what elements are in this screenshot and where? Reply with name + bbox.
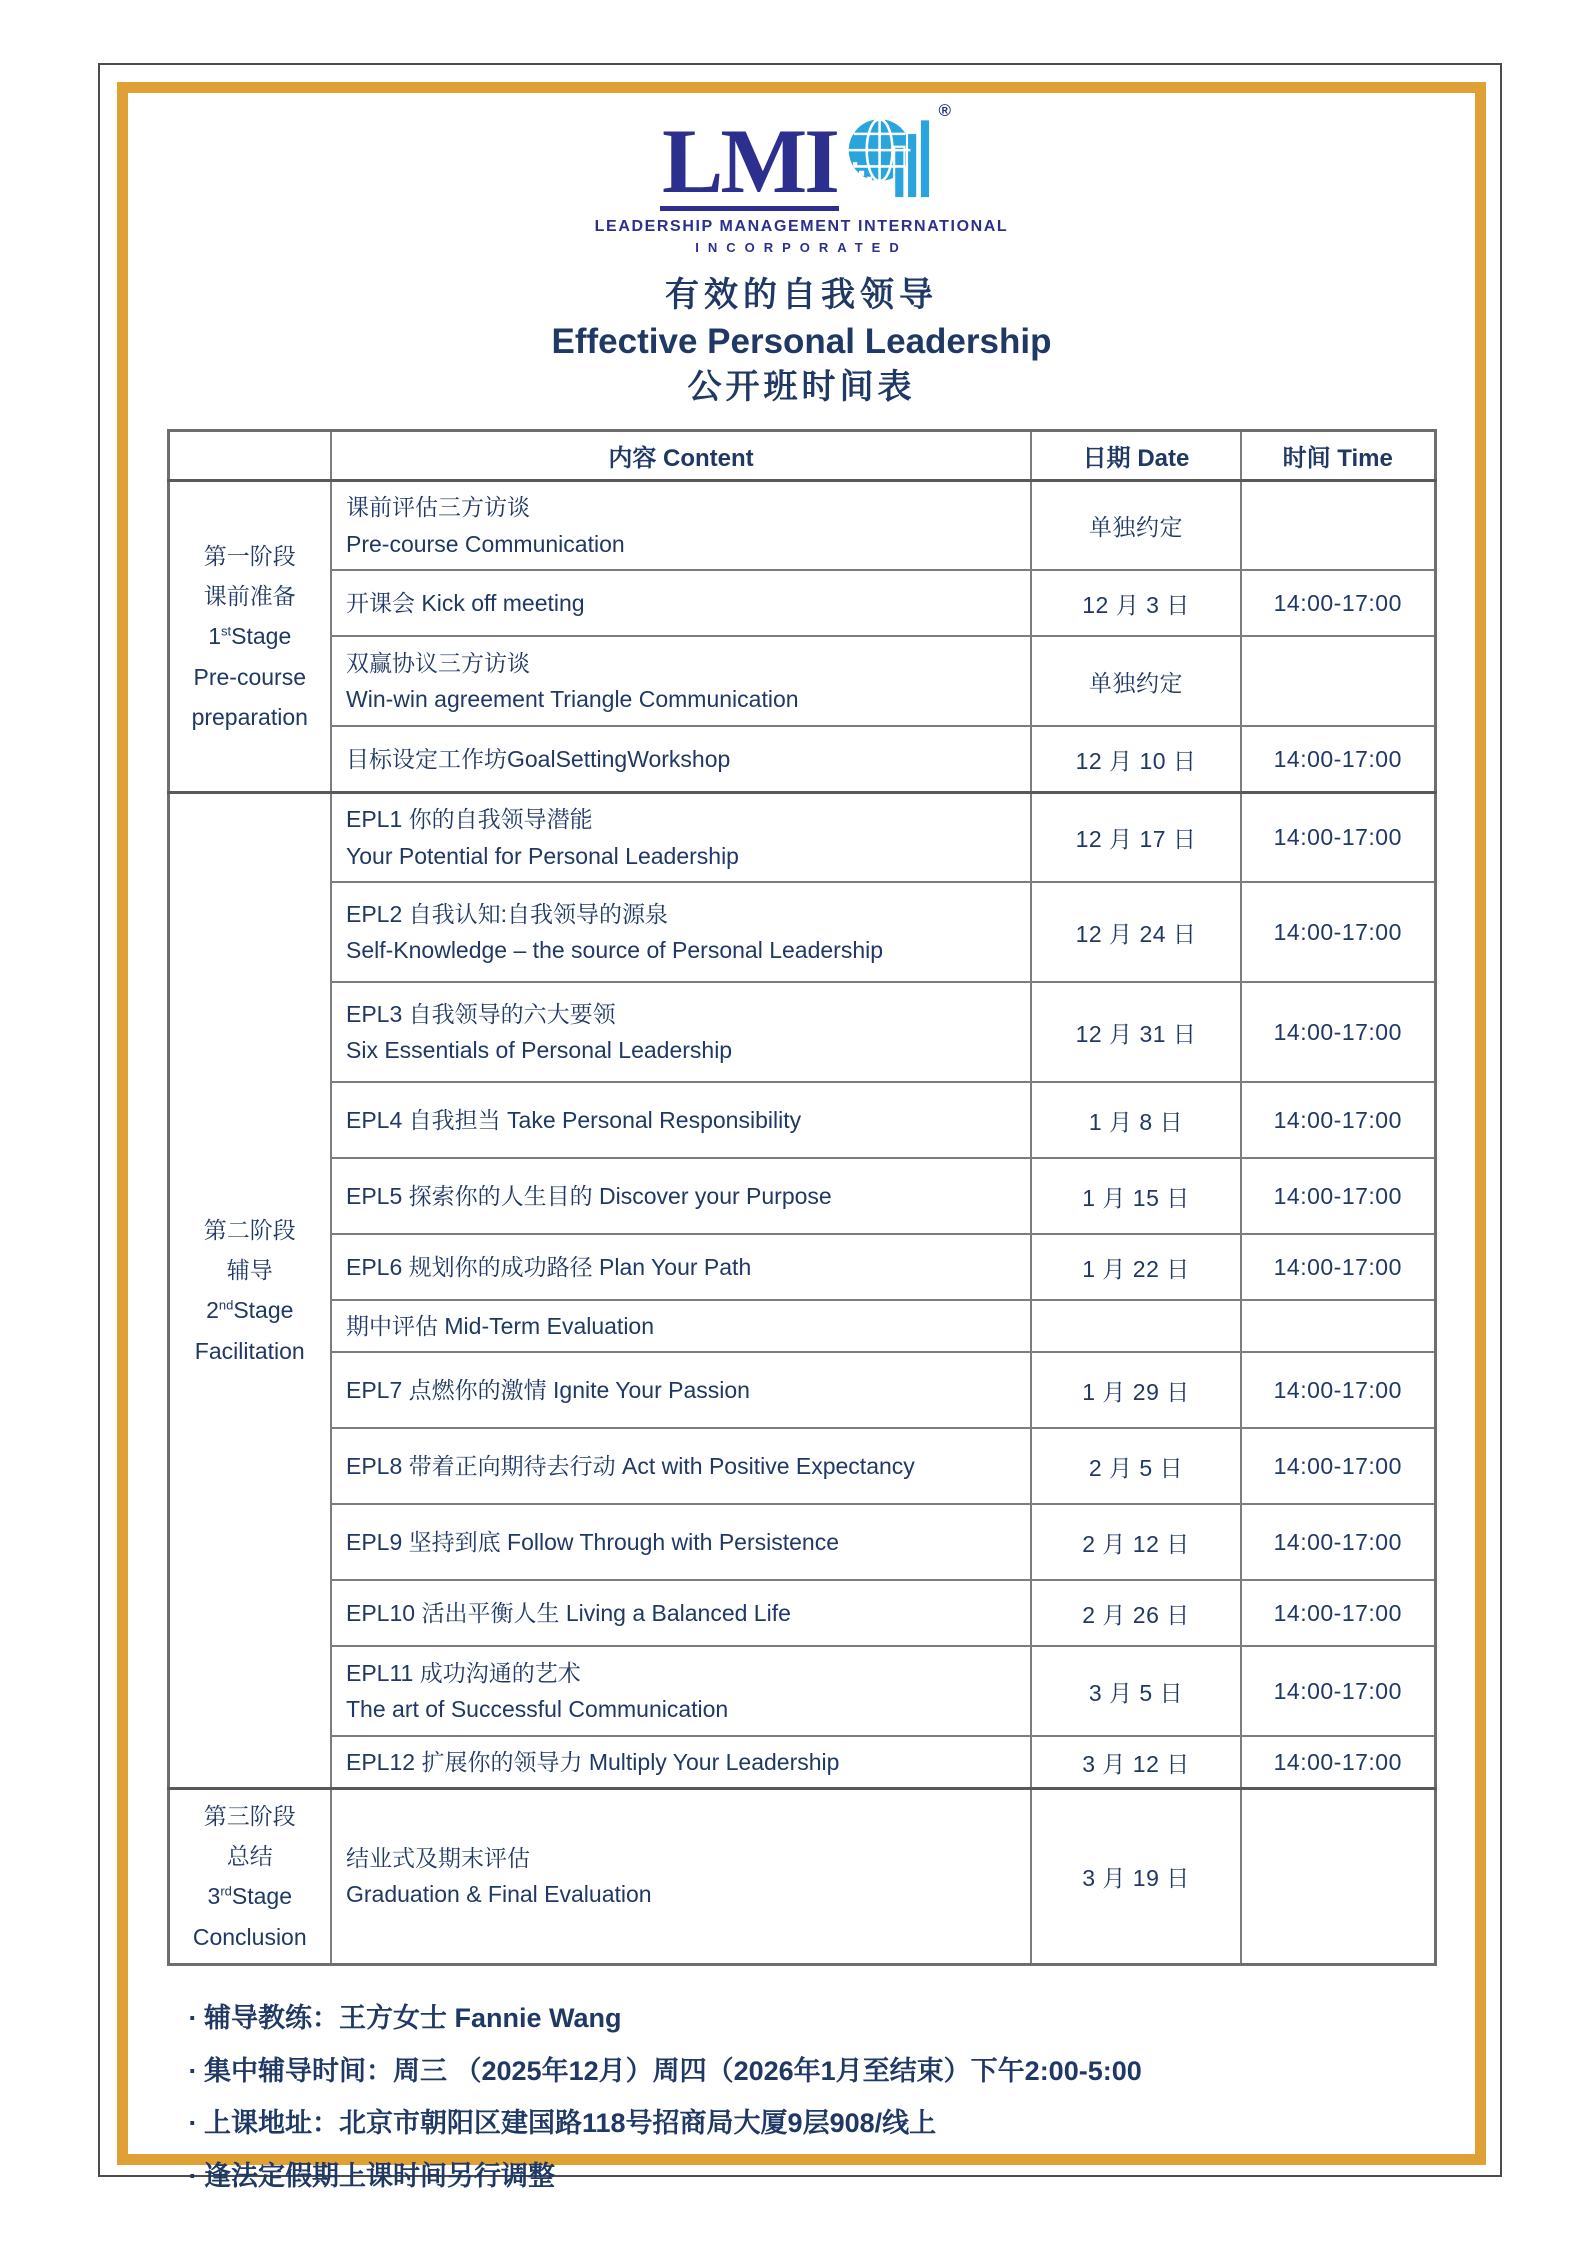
date-cell: 3 月 5 日 xyxy=(1031,1646,1241,1736)
note-text: 辅导教练：王方女士 Fannie Wang xyxy=(204,2002,622,2033)
stage-cell xyxy=(168,1788,331,1964)
table-row xyxy=(168,480,1435,570)
header-row xyxy=(168,430,1435,480)
date-cell: 1 月 15 日 xyxy=(1031,1158,1241,1234)
date-cell: 2 月 26 日 xyxy=(1031,1580,1241,1646)
table-row xyxy=(168,1234,1435,1300)
title-chinese: 有效的自我领导 xyxy=(664,276,938,314)
note-line xyxy=(182,2150,1435,2203)
content-cell xyxy=(331,1300,1031,1352)
stage-label-en: preparation xyxy=(191,703,308,730)
stage-label-ordinal: 1stStage xyxy=(208,623,292,650)
content-line1: EPL4 自我担当 Take Personal Responsibility xyxy=(346,1107,802,1134)
content-cell xyxy=(331,982,1031,1082)
note-line xyxy=(182,2045,1435,2098)
content-line1: 期中评估 Mid-Term Evaluation xyxy=(346,1313,655,1340)
table-row xyxy=(168,1300,1435,1352)
time-cell: 14:00-17:00 xyxy=(1241,1580,1435,1646)
title-subtitle: 公开班时间表 xyxy=(687,368,916,407)
date-cell: 1 月 22 日 xyxy=(1031,1234,1241,1300)
content-line1: EPL9 坚持到底 Follow Through with Persistence xyxy=(346,1529,839,1556)
content-line2: Your Potential for Personal Leadership xyxy=(346,842,739,869)
table-row xyxy=(168,1736,1435,1788)
date-cell: 单独约定 xyxy=(1031,480,1241,570)
time-cell xyxy=(1241,636,1435,726)
time-cell xyxy=(1241,1788,1435,1964)
content-line1: EPL3 自我领导的六大要领 xyxy=(346,1000,616,1027)
table-row xyxy=(168,1082,1435,1158)
registered-mark: ® xyxy=(938,101,951,120)
stage-label-en: Conclusion xyxy=(192,1923,307,1950)
titles xyxy=(552,273,1052,411)
time-cell: 14:00-17:00 xyxy=(1241,1234,1435,1300)
stage-label-zh: 辅导 xyxy=(226,1257,273,1284)
content-line1: EPL6 规划你的成功路径 Plan Your Path xyxy=(346,1254,752,1281)
time-cell: 14:00-17:00 xyxy=(1241,1082,1435,1158)
time-cell: 14:00-17:00 xyxy=(1241,1428,1435,1504)
content-line2: Self-Knowledge – the source of Personal Leadership xyxy=(346,937,884,964)
content-cell xyxy=(331,636,1031,726)
content-line2: Win-win agreement Triangle Communication xyxy=(346,686,799,713)
time-cell: 14:00-17:00 xyxy=(1241,570,1435,636)
content-cell xyxy=(331,1504,1031,1580)
table-row xyxy=(168,570,1435,636)
content-line1: 课前评估三方访谈 xyxy=(346,493,530,520)
content-cell xyxy=(331,1352,1031,1428)
date-cell: 12 月 24 日 xyxy=(1031,882,1241,982)
table-row xyxy=(168,882,1435,982)
content-line1: 开课会 Kick off meeting xyxy=(346,590,585,617)
time-cell xyxy=(1241,480,1435,570)
note-text: 上课地址：北京市朝阳区建国路118号招商局大厦9层908/线上 xyxy=(204,2108,937,2139)
note-text: 集中辅导时间：周三 （2025年12月）周四（2026年1月至结束）下午2:00-5:00 xyxy=(204,2055,1142,2086)
content-line1: 双赢协议三方访谈 xyxy=(346,649,530,676)
content-line1: 目标设定工作坊GoalSettingWorkshop xyxy=(346,745,731,772)
content-line2: Six Essentials of Personal Leadership xyxy=(346,1037,733,1064)
content-line1: EPL10 活出平衡人生 Living a Balanced Life xyxy=(346,1600,791,1627)
content-cell xyxy=(331,882,1031,982)
note-bullet-icon: · xyxy=(188,2002,198,2033)
table-row xyxy=(168,1646,1435,1736)
lmi-logo xyxy=(594,101,1009,255)
content-line1: 结业式及期末评估 xyxy=(346,1844,530,1871)
stage-label-zh: 第三阶段 xyxy=(203,1802,296,1829)
schedule-table xyxy=(167,429,1437,1966)
stage-cell xyxy=(168,792,331,1788)
content-line2: Pre-course Communication xyxy=(346,530,625,557)
stage-label-en: Pre-course xyxy=(193,663,306,690)
content-line1: EPL2 自我认知:自我领导的源泉 xyxy=(346,900,669,927)
time-cell: 14:00-17:00 xyxy=(1241,1646,1435,1736)
header-date: 日期 Date xyxy=(1031,430,1241,480)
stage-label-zh: 课前准备 xyxy=(203,583,296,610)
content-line2: The art of Successful Communication xyxy=(346,1696,729,1723)
table-row xyxy=(168,726,1435,792)
table-row xyxy=(168,1580,1435,1646)
table-row xyxy=(168,1428,1435,1504)
content-line2: Graduation & Final Evaluation xyxy=(346,1881,652,1908)
time-cell: 14:00-17:00 xyxy=(1241,792,1435,882)
table-row xyxy=(168,982,1435,1082)
date-cell: 12 月 31 日 xyxy=(1031,982,1241,1082)
stage-label-ordinal: 2ndStage xyxy=(206,1297,294,1324)
stage-label-zh: 第二阶段 xyxy=(203,1216,296,1243)
time-cell xyxy=(1241,1300,1435,1352)
logo-caption-line2: INCORPORATED xyxy=(695,240,908,255)
date-cell: 12 月 17 日 xyxy=(1031,792,1241,882)
note-line xyxy=(182,1992,1435,2045)
content-cell xyxy=(331,1234,1031,1300)
content-cell xyxy=(331,1428,1031,1504)
table-row xyxy=(168,1788,1435,1964)
time-cell: 14:00-17:00 xyxy=(1241,726,1435,792)
date-cell: 3 月 12 日 xyxy=(1031,1736,1241,1788)
title-english: Effective Personal Leadership xyxy=(551,321,1052,361)
table-row xyxy=(168,792,1435,882)
globe-bars-icon xyxy=(847,109,943,205)
note-bullet-icon: · xyxy=(188,2108,198,2139)
content-cell xyxy=(331,1082,1031,1158)
table-row xyxy=(168,1158,1435,1234)
content-cell xyxy=(331,1646,1031,1736)
time-cell: 14:00-17:00 xyxy=(1241,882,1435,982)
logo-caption-line1: LEADERSHIP MANAGEMENT INTERNATIONAL xyxy=(594,218,1009,235)
notes xyxy=(168,1992,1435,2203)
stage-label-zh: 总结 xyxy=(226,1843,273,1870)
time-cell: 14:00-17:00 xyxy=(1241,1504,1435,1580)
lmi-globe-icon xyxy=(847,101,951,211)
content-cell xyxy=(331,726,1031,792)
content-cell xyxy=(331,480,1031,570)
date-cell: 1 月 8 日 xyxy=(1031,1082,1241,1158)
note-bullet-icon: · xyxy=(188,2055,198,2086)
content-cell xyxy=(331,1580,1031,1646)
stage-label-en: Facilitation xyxy=(194,1337,305,1364)
content-line1: EPL11 成功沟通的艺术 xyxy=(346,1659,581,1686)
content xyxy=(128,93,1475,2191)
content-line1: EPL7 点燃你的激情 Ignite Your Passion xyxy=(346,1377,750,1404)
content-cell xyxy=(331,1788,1031,1964)
date-cell: 12 月 10 日 xyxy=(1031,726,1241,792)
time-cell: 14:00-17:00 xyxy=(1241,1736,1435,1788)
table-row xyxy=(168,1504,1435,1580)
content-cell xyxy=(331,1158,1031,1234)
time-cell: 14:00-17:00 xyxy=(1241,1158,1435,1234)
header-content: 内容 Content xyxy=(331,430,1031,480)
date-cell: 1 月 29 日 xyxy=(1031,1352,1241,1428)
table-row xyxy=(168,1352,1435,1428)
header-time: 时间 Time xyxy=(1241,430,1435,480)
date-cell xyxy=(1031,1300,1241,1352)
note-bullet-icon: · xyxy=(188,2160,198,2191)
time-cell: 14:00-17:00 xyxy=(1241,1352,1435,1428)
header-stage xyxy=(168,430,331,480)
content-line1: EPL12 扩展你的领导力 Multiply Your Leadership xyxy=(346,1748,840,1775)
schedule-table-body xyxy=(168,480,1435,1964)
date-cell: 3 月 19 日 xyxy=(1031,1788,1241,1964)
content-cell xyxy=(331,1736,1031,1788)
content-cell xyxy=(331,792,1031,882)
date-cell: 2 月 12 日 xyxy=(1031,1504,1241,1580)
content-line1: EPL1 你的自我领导潜能 xyxy=(346,805,593,832)
date-cell: 12 月 3 日 xyxy=(1031,570,1241,636)
stage-cell xyxy=(168,480,331,792)
time-cell: 14:00-17:00 xyxy=(1241,982,1435,1082)
content-line1: EPL5 探索你的人生目的 Discover your Purpose xyxy=(346,1183,832,1210)
lmi-wordmark: LMI xyxy=(661,110,837,213)
date-cell: 单独约定 xyxy=(1031,636,1241,726)
logo-top xyxy=(660,101,951,213)
note-line xyxy=(182,2097,1435,2150)
date-cell: 2 月 5 日 xyxy=(1031,1428,1241,1504)
stage-label-zh: 第一阶段 xyxy=(203,542,296,569)
note-text: 逢法定假期上课时间另行调整 xyxy=(204,2160,555,2191)
stage-label-ordinal: 3rdStage xyxy=(207,1883,292,1910)
table-row xyxy=(168,636,1435,726)
content-line1: EPL8 带着正向期待去行动 Act with Positive Expectancy xyxy=(346,1453,915,1480)
content-cell xyxy=(331,570,1031,636)
